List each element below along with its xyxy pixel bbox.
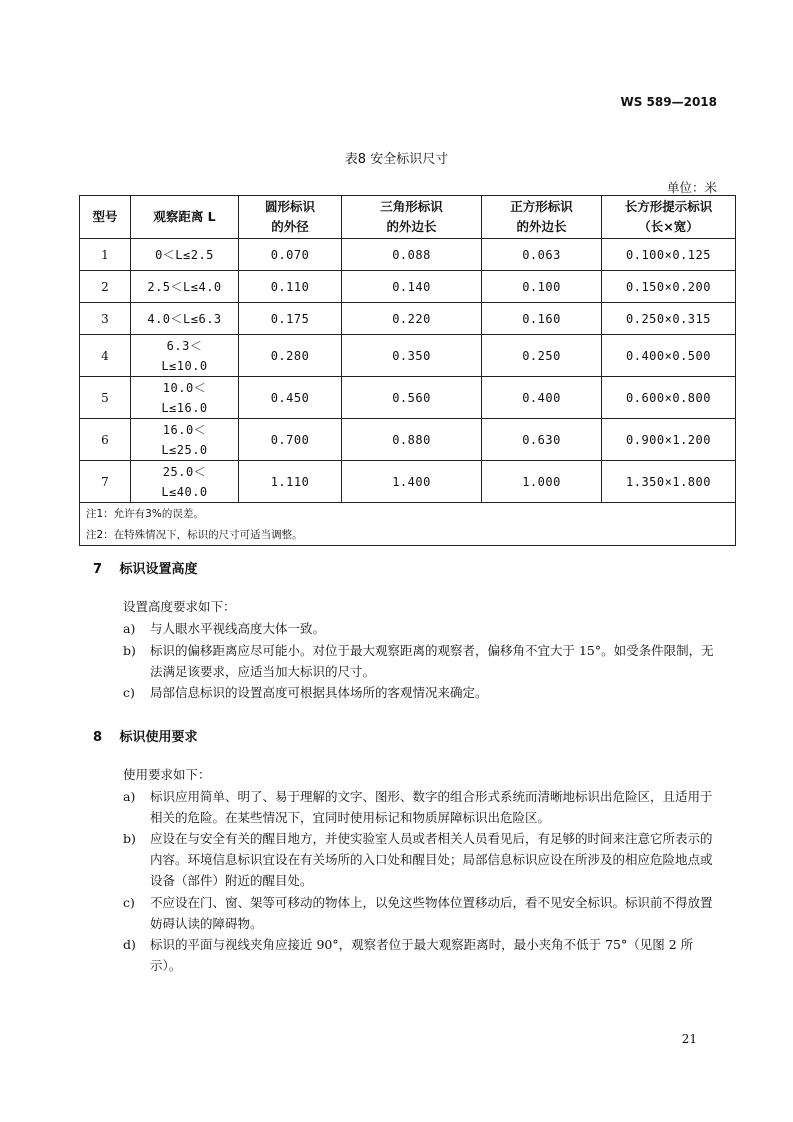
cell-distance [131,303,239,335]
section-8-intro: 使用要求如下： [123,767,211,782]
item-label: a) [123,621,136,636]
distance-line: 4.0＜L≤6.3 [147,311,222,326]
table-note: 注1：允许有3%的误差。 [80,503,736,525]
header-rectangle: 长方形提示标识 （长×宽） [602,196,736,239]
cell-model: 7 [80,461,131,503]
item-text: 标识的平面与视线夹角应接近 90°，观察者位于最大观察距离时，最小夹角不低于 75°（见图 2 所示）。 [150,937,694,973]
cell-square: 0.160 [482,303,602,335]
cell-rectangle: 0.100×0.125 [602,239,736,271]
table-row [80,271,736,303]
distance-line: 0＜L≤2.5 [155,247,214,262]
header-model: 型号 [80,196,131,239]
cell-distance [131,461,239,503]
cell-rectangle: 1.350×1.800 [602,461,736,503]
section-7-item-a [123,618,723,639]
section-title: 标识使用要求 [119,730,198,745]
table-title: 表8 安全标识尺寸 [344,152,449,167]
section-8-item-d [123,934,723,976]
item-text: 与人眼水平视线高度大体一致。 [150,621,326,636]
item-label: d) [123,937,136,952]
cell-distance [131,419,239,461]
item-text: 标识应用简单、明了、易于理解的文字、图形、数字的组合形式系统而清晰地标识出危险区，且适用于相关的危险。在某些情况下，宜同时使用标记和物质屏障标识出危险区。 [150,789,713,825]
cell-circle: 0.280 [239,335,342,377]
distance-line: 25.0＜ [162,464,207,479]
cell-circle: 0.110 [239,271,342,303]
distance-line: 10.0＜ [162,380,207,395]
header-distance: 观察距离 L [131,196,239,239]
item-label: b) [123,643,136,658]
cell-model: 5 [80,377,131,419]
distance-line: 16.0＜ [162,422,207,437]
item-text: 应设在与安全有关的醒目地方，并使实验室人员或者相关人员看见后，有足够的时间来注意它所表示的内容。环境信息标识宜设在有关场所的入口处和醒目处；局部信息标识应设在所涉及的相应危险地点或设备（部件）附近的醒目处。 [150,831,713,888]
item-text: 标识的偏移距离应尽可能小。对位于最大观察距离的观察者，偏移角不宜大于 15°。如受条件限制，无法满足该要求，应适当加大标识的尺寸。 [150,643,714,679]
sign-size-table [79,195,736,546]
table-row [80,419,736,461]
cell-circle: 0.175 [239,303,342,335]
table-row [80,335,736,377]
cell-rectangle: 0.250×0.315 [602,303,736,335]
table-header-row [80,196,736,239]
section-7-item-b [123,640,723,682]
cell-model: 2 [80,271,131,303]
table-row [80,239,736,271]
cell-triangle: 0.140 [342,271,482,303]
cell-triangle: 1.400 [342,461,482,503]
cell-distance [131,271,239,303]
item-text: 局部信息标识的设置高度可根据具体场所的客观情况来确定。 [150,685,488,700]
cell-model: 4 [80,335,131,377]
page-number: 21 [681,1032,697,1046]
section-8-item-a [123,786,723,828]
cell-distance [131,335,239,377]
distance-line: 6.3＜ [166,338,203,353]
table-row [80,377,736,419]
cell-triangle: 0.220 [342,303,482,335]
cell-square: 0.400 [482,377,602,419]
section-8-item-b [123,828,723,891]
cell-square: 0.100 [482,271,602,303]
standard-code: WS 589—2018 [620,95,717,109]
cell-square: 1.000 [482,461,602,503]
item-label: c) [123,685,135,700]
cell-triangle: 0.350 [342,335,482,377]
cell-model: 1 [80,239,131,271]
header-square: 正方形标识 的外边长 [482,196,602,239]
section-7-intro: 设置高度要求如下： [123,599,236,614]
cell-circle: 1.110 [239,461,342,503]
cell-square: 0.630 [482,419,602,461]
distance-line: L≤16.0 [161,400,208,415]
section-8-item-c [123,892,723,934]
cell-triangle: 0.088 [342,239,482,271]
cell-rectangle: 0.150×0.200 [602,271,736,303]
distance-line: L≤40.0 [161,484,208,499]
cell-circle: 0.700 [239,419,342,461]
cell-rectangle: 0.600×0.800 [602,377,736,419]
cell-circle: 0.070 [239,239,342,271]
cell-model: 3 [80,303,131,335]
cell-rectangle: 0.400×0.500 [602,335,736,377]
section-title: 标识设置高度 [119,562,198,577]
cell-circle: 0.450 [239,377,342,419]
section-number: 8 [93,730,103,745]
section-7-item-c [123,682,723,703]
cell-triangle: 0.880 [342,419,482,461]
item-label: c) [123,895,135,910]
item-label: a) [123,789,136,804]
cell-rectangle: 0.900×1.200 [602,419,736,461]
distance-line: L≤25.0 [161,442,208,457]
table-unit: 单位：米 [666,180,717,195]
distance-line: L≤10.0 [161,358,208,373]
section-number: 7 [93,562,103,577]
table-row [80,461,736,503]
cell-square: 0.063 [482,239,602,271]
item-text: 不应设在门、窗、架等可移动的物体上，以免这些物体位置移动后，看不见安全标识。标识前不得放置妨碍认读的障碍物。 [150,895,713,931]
section-7-heading [93,558,198,577]
section-8-heading [93,726,198,745]
table-row [80,303,736,335]
cell-distance [131,377,239,419]
table-note-row [80,503,736,525]
table-note: 注2：在特殊情况下，标识的尺寸可适当调整。 [80,524,736,546]
header-triangle: 三角形标识 的外边长 [342,196,482,239]
cell-square: 0.250 [482,335,602,377]
cell-distance [131,239,239,271]
cell-triangle: 0.560 [342,377,482,419]
header-circle: 圆形标识 的外径 [239,196,342,239]
item-label: b) [123,831,136,846]
distance-line: 2.5＜L≤4.0 [147,279,222,294]
table-note-row [80,524,736,546]
cell-model: 6 [80,419,131,461]
